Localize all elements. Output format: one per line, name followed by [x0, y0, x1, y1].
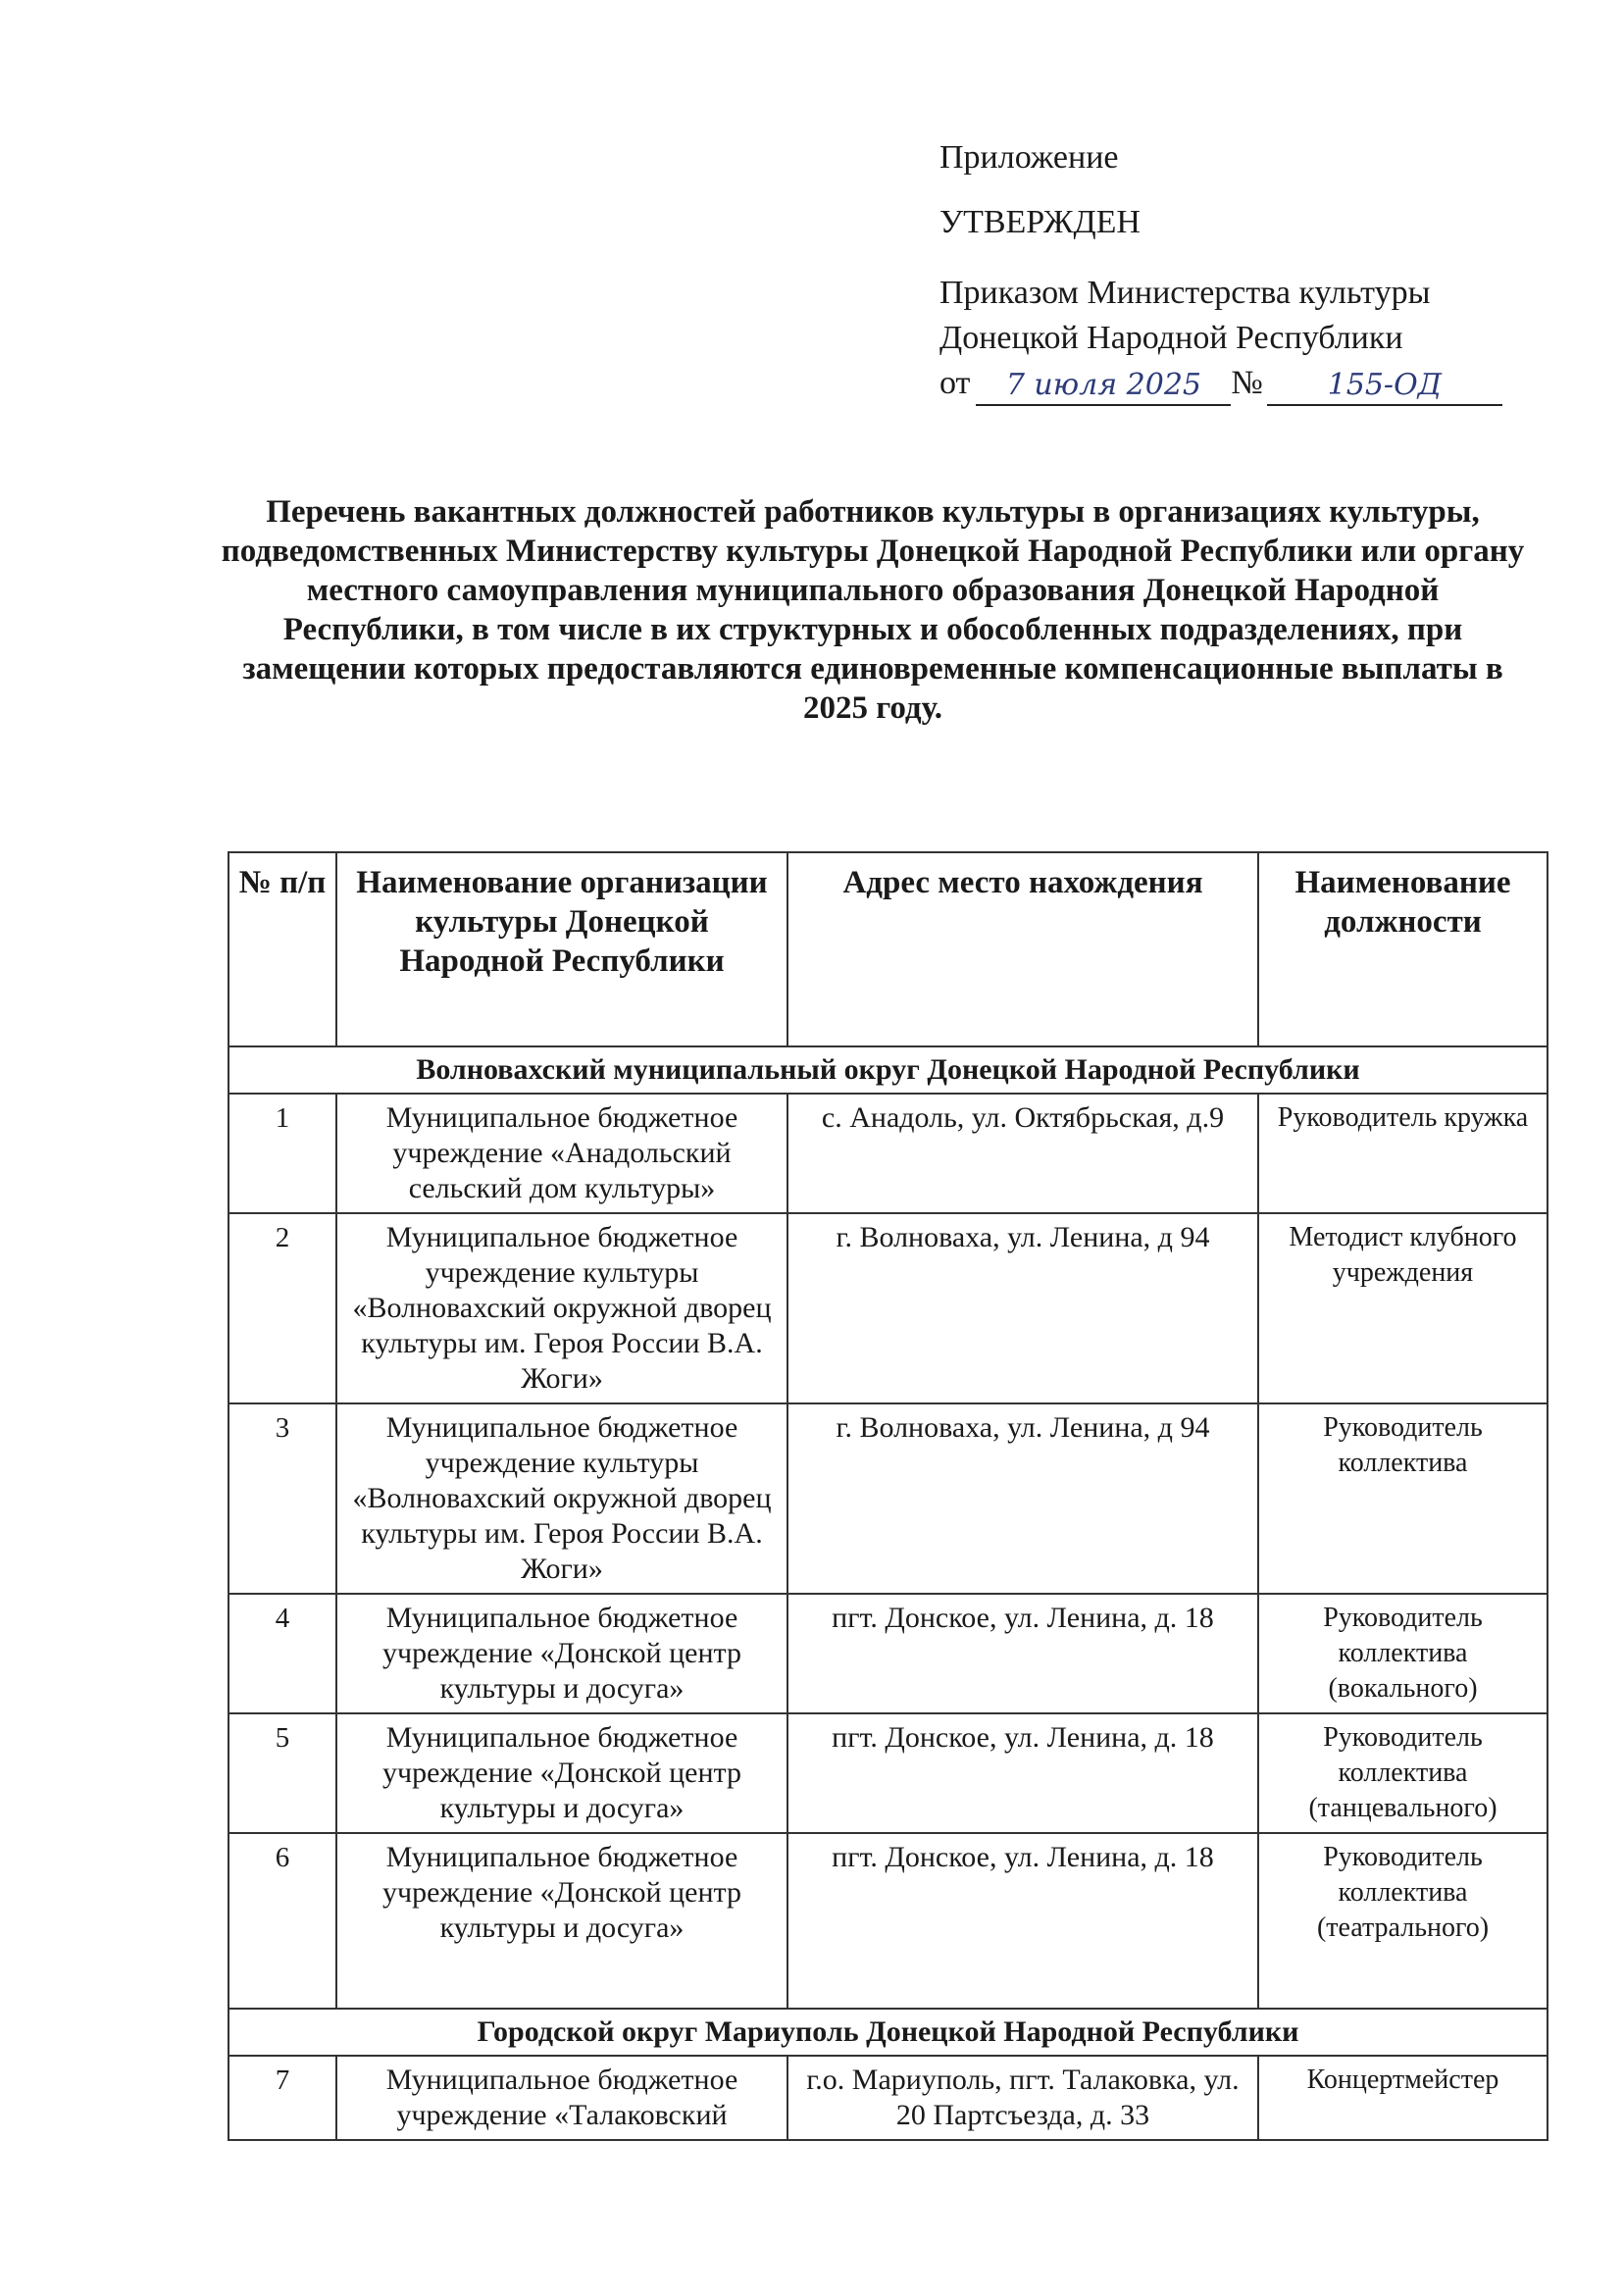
- section-title: Городской округ Мариуполь Донецкой Народной Республики: [228, 2009, 1548, 2056]
- row-org: Муниципальное бюджетное учреждение «Талаковский: [336, 2056, 787, 2140]
- row-address: пгт. Донское, ул. Ленина, д. 18: [787, 1833, 1258, 2009]
- row-num: 2: [228, 1213, 336, 1403]
- row-position: Концертмейстер: [1258, 2056, 1548, 2140]
- row-num: 5: [228, 1713, 336, 1833]
- table-row: [228, 1713, 1548, 1833]
- section-row: [228, 2009, 1548, 2056]
- vacancy-table-wrapper: [228, 851, 1571, 2141]
- row-position: Руководитель кружка: [1258, 1094, 1548, 1213]
- row-address: г.о. Мариуполь, пгт. Талаковка, ул. 20 Партсъезда, д. 33: [787, 2056, 1258, 2140]
- row-org: Муниципальное бюджетное учреждение культуры «Волновахский окружной дворец культуры им. Героя России В.А. Жоги»: [336, 1403, 787, 1594]
- row-position: Руководитель коллектива (театрального): [1258, 1833, 1548, 2009]
- row-address: пгт. Донское, ул. Ленина, д. 18: [787, 1594, 1258, 1713]
- row-org: Муниципальное бюджетное учреждение «Донской центр культуры и досуга»: [336, 1713, 787, 1833]
- document-title: Перечень вакантных должностей работников культуры в организациях культуры, подведомственных Министерству культуры Донецкой Народной Республики или органу местного самоуправления муниципального образования Донецкой Народной Республики, в том числе в их структурных и обособленных подразделениях, при замещении которых предоставляются единовременные компенсационные выплаты в 2025 году.: [221, 494, 1525, 726]
- row-num: 3: [228, 1403, 336, 1594]
- date-prefix: от: [939, 365, 971, 401]
- number-sign: №: [1231, 365, 1263, 401]
- section-row: [228, 1046, 1548, 1094]
- order-line-2: Донецкой Народной Республики: [939, 320, 1403, 356]
- vacancy-table: [228, 851, 1548, 2141]
- row-address: пгт. Донское, ул. Ленина, д. 18: [787, 1713, 1258, 1833]
- appendix-label: Приложение: [939, 139, 1119, 176]
- table-row: [228, 1403, 1548, 1594]
- table-row: [228, 1094, 1548, 1213]
- row-position: Методист клубного учреждения: [1258, 1213, 1548, 1403]
- row-org: Муниципальное бюджетное учреждение «Донской центр культуры и досуга»: [336, 1833, 787, 2009]
- row-org: Муниципальное бюджетное учреждение «Донской центр культуры и досуга»: [336, 1594, 787, 1713]
- handwritten-number: 155-ОД: [1267, 371, 1502, 406]
- row-num: 7: [228, 2056, 336, 2140]
- row-org: Муниципальное бюджетное учреждение «Анадольский сельский дом культуры»: [336, 1094, 787, 1213]
- date-number-line: [939, 361, 1548, 406]
- row-address: г. Волноваха, ул. Ленина, д 94: [787, 1403, 1258, 1594]
- row-num: 4: [228, 1594, 336, 1713]
- header-org: Наименование организации культуры Донецкой Народной Республики: [336, 852, 787, 1046]
- order-line-1: Приказом Министерства культуры: [939, 275, 1431, 311]
- row-position: Руководитель коллектива (вокального): [1258, 1594, 1548, 1713]
- handwritten-date: 7 июля 2025: [976, 371, 1231, 406]
- table-row: [228, 1833, 1548, 2009]
- approval-block: [939, 135, 1548, 406]
- header-num: № п/п: [228, 852, 336, 1046]
- section-title: Волновахский муниципальный округ Донецкой Народной Республики: [228, 1046, 1548, 1094]
- table-row: [228, 2056, 1548, 2140]
- table-row: [228, 1213, 1548, 1403]
- row-address: с. Анадоль, ул. Октябрьская, д.9: [787, 1094, 1258, 1213]
- header-address: Адрес место нахождения: [787, 852, 1258, 1046]
- row-org: Муниципальное бюджетное учреждение культуры «Волновахский окружной дворец культуры им. Героя России В.А. Жоги»: [336, 1213, 787, 1403]
- approved-label: УТВЕРЖДЕН: [939, 204, 1141, 240]
- row-num: 6: [228, 1833, 336, 2009]
- row-num: 1: [228, 1094, 336, 1213]
- table-header-row: [228, 852, 1548, 1046]
- table-row: [228, 1594, 1548, 1713]
- row-position: Руководитель коллектива (танцевального): [1258, 1713, 1548, 1833]
- header-position: Наименование должности: [1258, 852, 1548, 1046]
- row-position: Руководитель коллектива: [1258, 1403, 1548, 1594]
- row-address: г. Волноваха, ул. Ленина, д 94: [787, 1213, 1258, 1403]
